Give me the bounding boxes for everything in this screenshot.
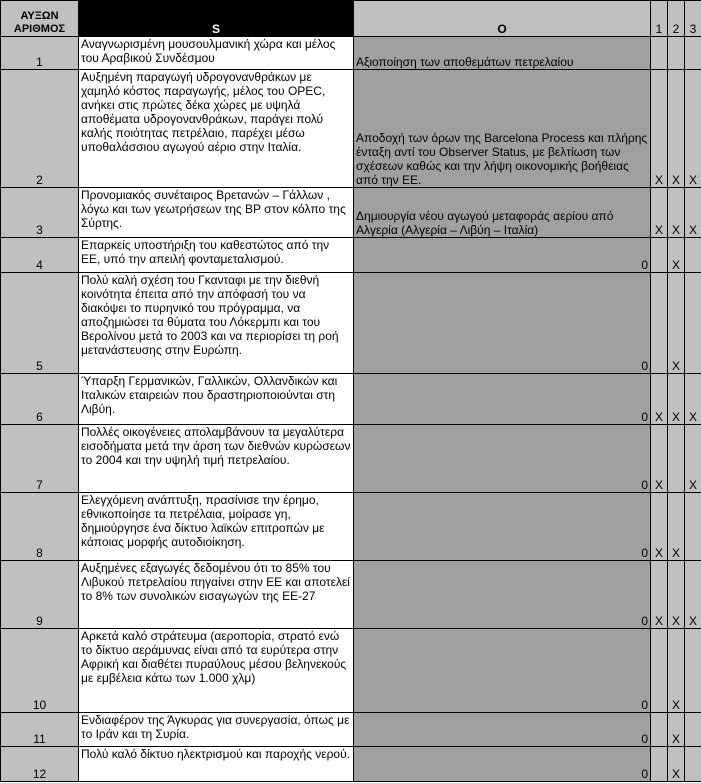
flag-col-3: X: [685, 425, 701, 493]
row-number: 12: [1, 747, 79, 782]
header-row: [1, 1, 701, 37]
strength-cell: Ύπαρξη Γερμανικών, Γαλλικών, Ολλανδικών και Ιταλικών εταιρειών που δραστηριοποιούνται στη Λιβύη.: [79, 374, 354, 425]
flag-col-1: [651, 238, 668, 273]
flag-col-3: X: [685, 188, 701, 238]
flag-col-3: X: [685, 374, 701, 425]
flag-col-1: X: [651, 493, 668, 561]
strength-cell: Πολύ καλό δίκτυο ηλεκτρισμού και παροχής νερού.: [79, 747, 354, 782]
row-number: 2: [1, 70, 79, 188]
table-row: [1, 561, 701, 629]
header-s: S: [79, 1, 354, 37]
flag-col-3: [685, 493, 701, 561]
flag-col-1: [651, 713, 668, 747]
strength-cell: Αυξημένη παραγωγή υδρογονανθράκων με χαμηλό κόστος παραγωγής, μέλος του OPEC, ανήκει στις πρώτες δέκα χώρες με υψηλά αποθέματα υδρογονανθράκων, παράγει πολύ καλής ποιότητας πετρέλαιο, παρέχει μέσω υποθαλάσσιου αγωγού αέριο στην Ιταλία.: [79, 70, 354, 188]
flag-col-1: [651, 273, 668, 374]
flag-col-2: X: [668, 374, 685, 425]
strength-cell: Πολλές οικογένειες απολαμβάνουν τα μεγαλύτερα εισοδήματα μετά την άρση των διεθνών κυρώσεων το 2004 και την υψηλή τιμή πετρελαίου.: [79, 425, 354, 493]
row-number: 8: [1, 493, 79, 561]
flag-col-2: X: [668, 713, 685, 747]
opportunity-cell: Αποδοχή των όρων της Barcelona Process και πλήρης ένταξη αντί του Observer Status, με βελτίωση των σχέσεων καθώς και την λήψη οικονομικής βοήθειας από την ΕΕ.: [354, 70, 651, 188]
flag-col-3: [685, 273, 701, 374]
flag-col-2: X: [668, 70, 685, 188]
table-row: [1, 747, 701, 782]
flag-col-2: X: [668, 629, 685, 713]
opportunity-cell: [354, 561, 651, 629]
row-number: 4: [1, 238, 79, 273]
table-row: [1, 70, 701, 188]
opportunity-value: 0: [641, 732, 648, 746]
row-number: 5: [1, 273, 79, 374]
table-row: [1, 37, 701, 70]
strength-cell: Αυξημένες εξαγωγές δεδομένου ότι το 85% του Λιβυκού πετρελαίου πηγαίνει στην ΕΕ και αποτελεί το 8% των συνολικών εισαγωγών της ΕΕ-27: [79, 561, 354, 629]
opportunity-cell: Αξιοποίηση των αποθεμάτων πετρελαίου: [354, 37, 651, 70]
row-number: 7: [1, 425, 79, 493]
flag-col-1: [651, 37, 668, 70]
opportunity-cell: Δημιουργία νέου αγωγού μεταφοράς αερίου από Αλγερία (Αλγερία – Λιβύη – Ιταλία): [354, 188, 651, 238]
table-row: [1, 713, 701, 747]
opportunity-value: 0: [641, 546, 648, 560]
strength-cell: Ενδιαφέρον της Άγκυρας για συνεργασία, όπως με το Ιράν και τη Συρία.: [79, 713, 354, 747]
table-row: [1, 273, 701, 374]
opportunity-cell: [354, 425, 651, 493]
opportunity-value: 0: [641, 478, 648, 492]
flag-col-2: [668, 37, 685, 70]
strength-cell: Προνομιακός συνέταιρος Βρετανών – Γάλλων , λόγω και των γεωτρήσεων της BP στον κόλπο της Σύρτης.: [79, 188, 354, 238]
opportunity-cell: [354, 493, 651, 561]
table-row: [1, 493, 701, 561]
row-number: 9: [1, 561, 79, 629]
flag-col-2: X: [668, 493, 685, 561]
flag-col-2: [668, 425, 685, 493]
strength-cell: Αναγνωρισμένη μουσουλμανική χώρα και μέλος του Αραβικού Συνδέσμου: [79, 37, 354, 70]
flag-col-2: X: [668, 561, 685, 629]
opportunity-value: 0: [641, 359, 648, 373]
opportunity-value: 0: [641, 698, 648, 712]
header-col-3: 3: [685, 1, 701, 37]
row-number: 3: [1, 188, 79, 238]
flag-col-3: [685, 713, 701, 747]
opportunity-cell: [354, 273, 651, 374]
table-row: [1, 188, 701, 238]
flag-col-3: [685, 37, 701, 70]
opportunity-cell: [354, 713, 651, 747]
flag-col-1: [651, 747, 668, 782]
flag-col-1: [651, 629, 668, 713]
strength-cell: Επαρκείς υποστήριξη του καθεστώτος από την ΕΕ, υπό την απειλή φονταμεταλισμού.: [79, 238, 354, 273]
flag-col-1: X: [651, 425, 668, 493]
flag-col-3: [685, 629, 701, 713]
flag-col-2: X: [668, 747, 685, 782]
table-row: [1, 629, 701, 713]
flag-col-1: X: [651, 374, 668, 425]
flag-col-3: [685, 747, 701, 782]
strength-cell: Ελεγχόμενη ανάπτυξη, πρασίνισε την έρημο, εθνικοποίησε τα πετρέλαια, μοίρασε γη, δημιούργησε ένα δίκτυο λαϊκών επιτροπών με κάποιας μορφής αυτοδιοίκηση.: [79, 493, 354, 561]
flag-col-2: X: [668, 273, 685, 374]
header-number: ΑΥΞΩΝ ΑΡΙΘΜΟΣ: [1, 1, 79, 37]
opportunity-cell: [354, 238, 651, 273]
row-number: 6: [1, 374, 79, 425]
opportunity-value: 0: [641, 614, 648, 628]
flag-col-1: X: [651, 561, 668, 629]
flag-col-2: X: [668, 238, 685, 273]
table-row: [1, 238, 701, 273]
flag-col-3: [685, 238, 701, 273]
table-row: [1, 425, 701, 493]
opportunity-value: 0: [641, 767, 648, 781]
row-number: 11: [1, 713, 79, 747]
row-number: 1: [1, 37, 79, 70]
table-row: [1, 374, 701, 425]
flag-col-3: X: [685, 70, 701, 188]
header-col-1: 1: [651, 1, 668, 37]
flag-col-2: X: [668, 188, 685, 238]
header-col-2: 2: [668, 1, 685, 37]
flag-col-3: X: [685, 561, 701, 629]
opportunity-cell: [354, 374, 651, 425]
opportunity-value: 0: [641, 410, 648, 424]
flag-col-1: X: [651, 188, 668, 238]
flag-col-1: X: [651, 70, 668, 188]
opportunity-cell: [354, 747, 651, 782]
opportunity-cell: [354, 629, 651, 713]
row-number: 10: [1, 629, 79, 713]
opportunity-value: 0: [641, 258, 648, 272]
strength-cell: Αρκετά καλό στράτευμα (αεροπορία, στρατό ενώ το δίκτυο αεράμυνας είναι από τα ευρύτερα στην Αφρική και διαθέτει πυραύλους μέσου βεληνεκούς με εμβέλεια κάτω των 1.000 χλμ): [79, 629, 354, 713]
header-o: O: [354, 1, 651, 37]
strength-cell: Πολύ καλή σχέση του Γκανταφι με την διεθνή κοινότητα έπειτα από την απόφασή του να διακόψει το πυρηνικό του πρόγραμμα, να αποζημιώσει τα θύματα του Λόκερμπι και του Βερολίνου μετά το 2003 και να περιορίσει τη ροή μετανάστευσης στην Ευρώπη.: [79, 273, 354, 374]
